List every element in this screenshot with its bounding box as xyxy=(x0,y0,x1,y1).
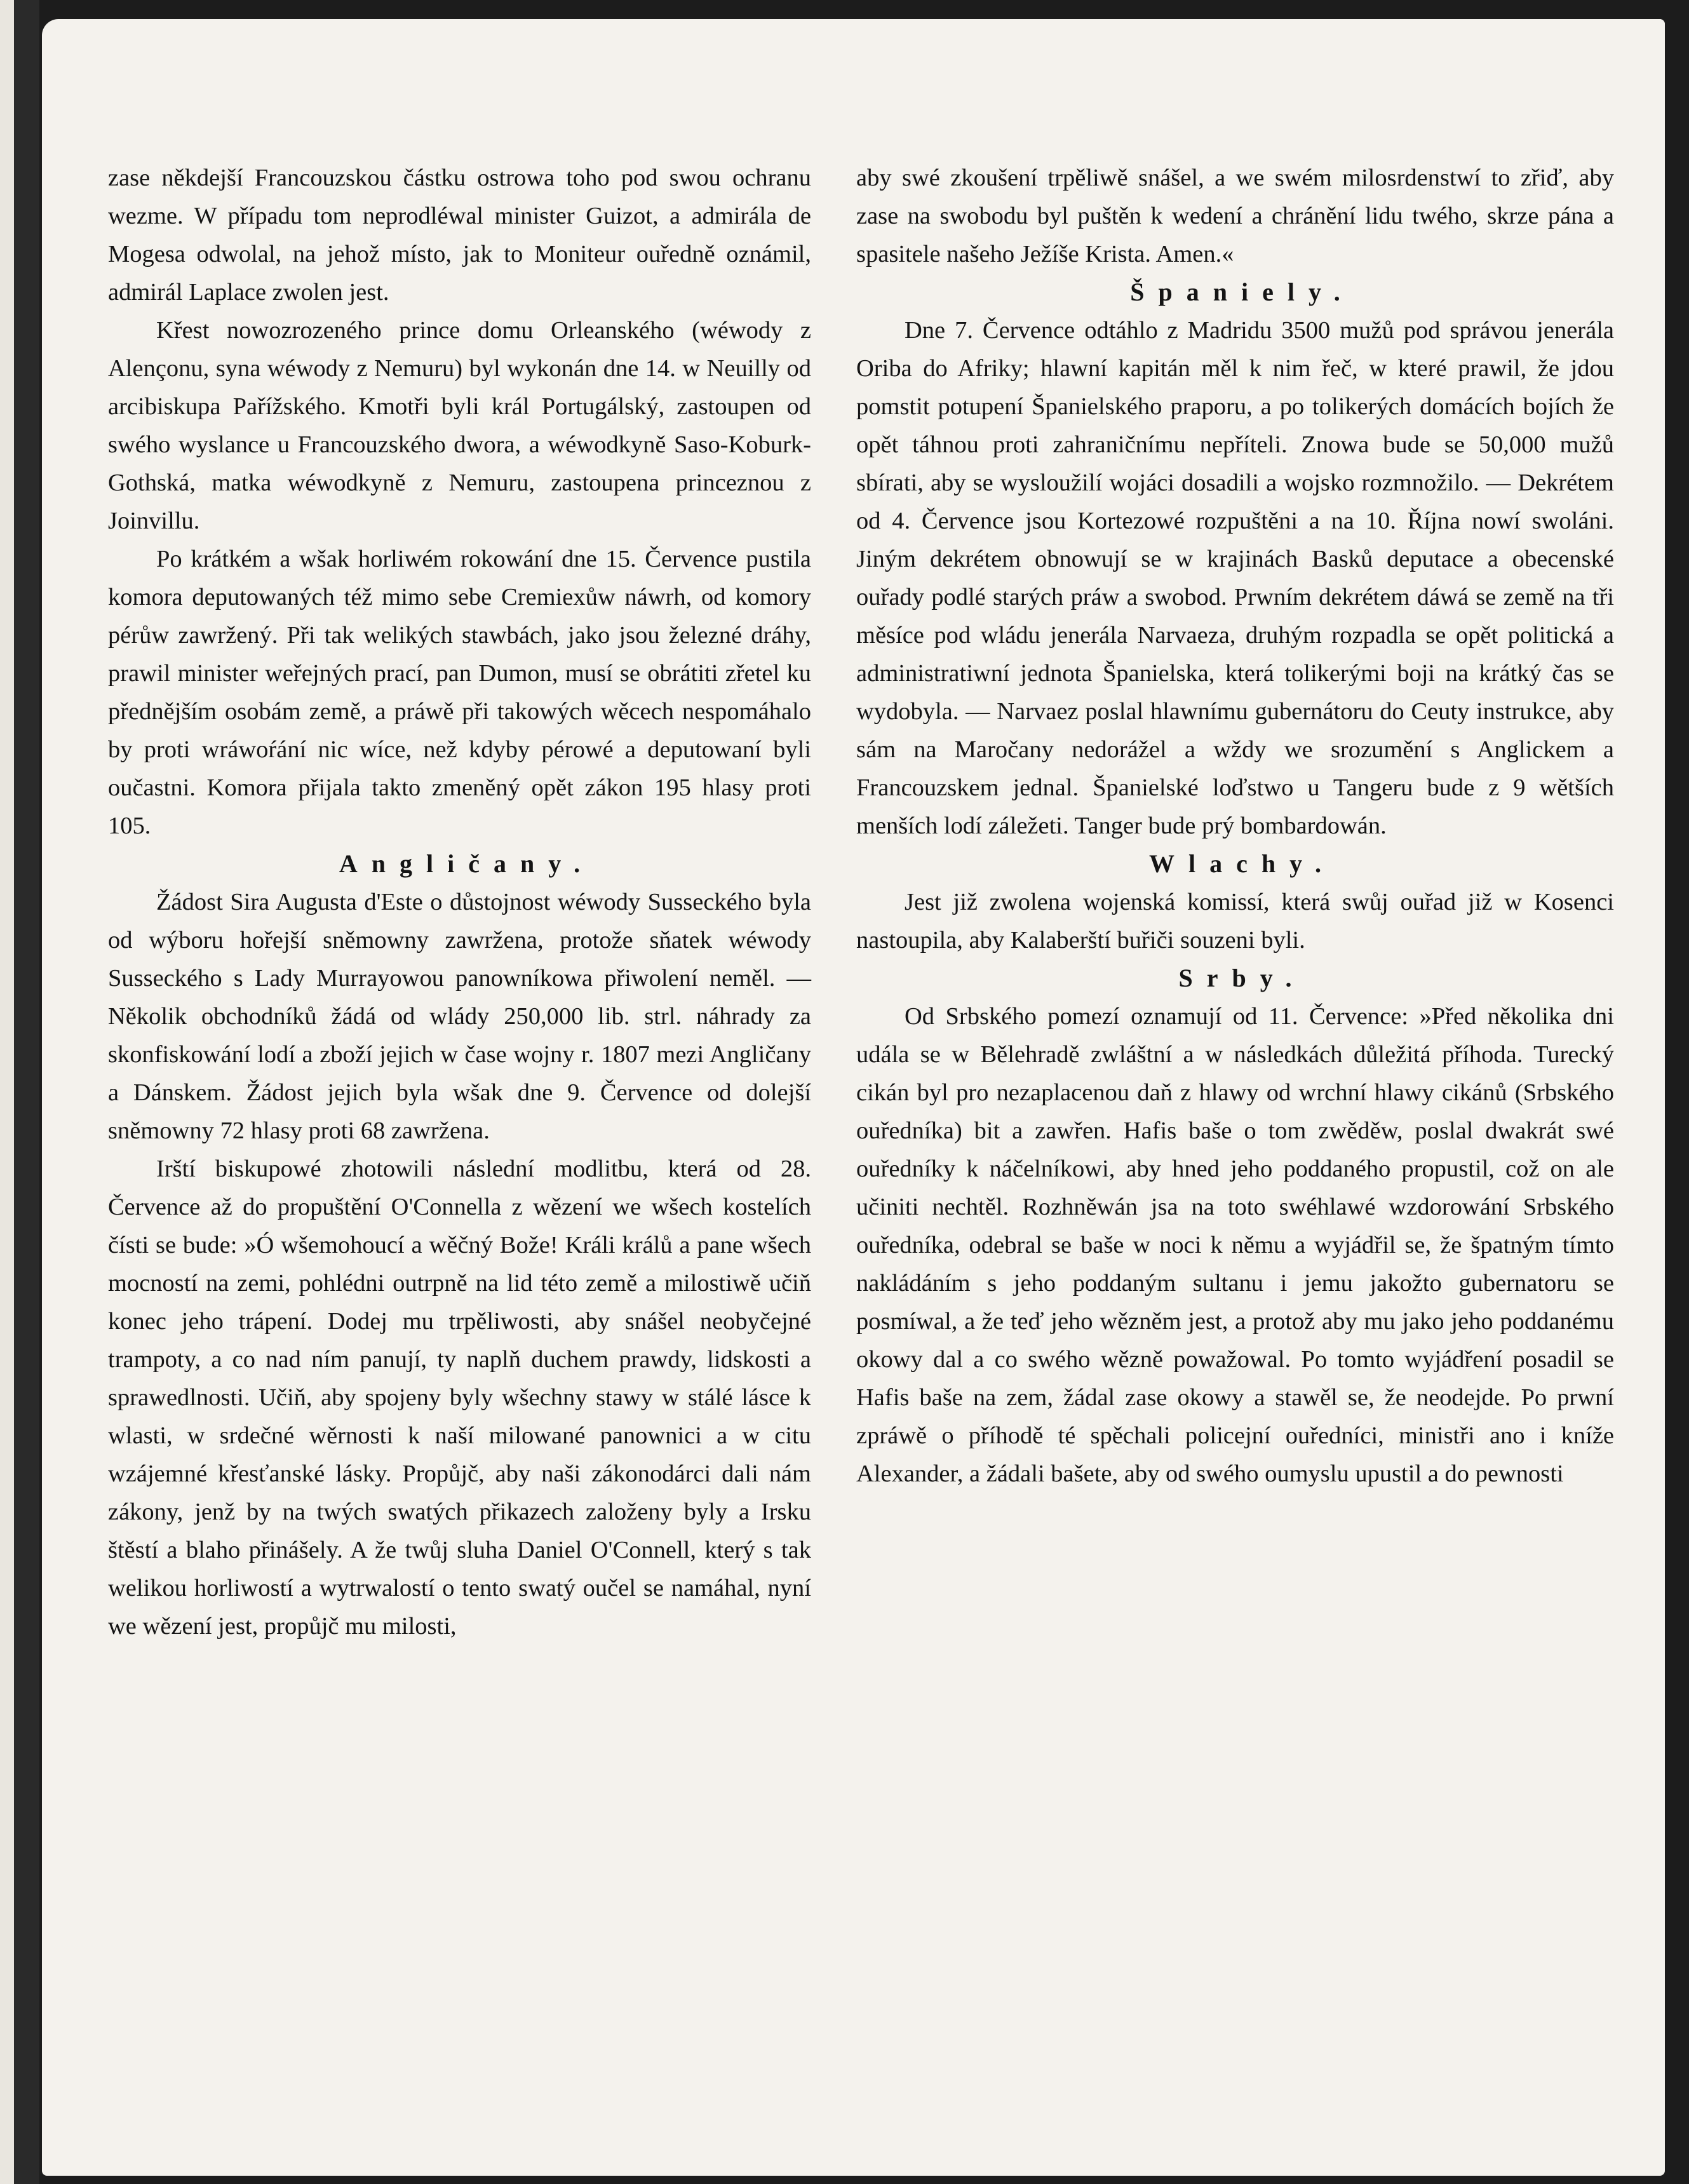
paragraph-madrid: Dne 7. Července odtáhlo z Madridu 3500 mužů pod správou jenerála Oriba do Afriky; hlawní kapitán měl k nim řeč, w které prawil, že jdou pomstit potupení Španielského praporu, a po tolikerých domácích bojích že opět táhnou proti zahraničnímu nepříteli. Znowa bude se 50,000 mužů sbírati, aby se wysloužilí wojáci dosadili a wojsko rozmnožilo. — Dekrétem od 4. Července jsou Kortezowé rozpuštěni a na 10. Října nowí swoláni. Jiným dekrétem obnowují se w krajinách Basků deputace a obecenské ouřady podlé starých práw a swobod. Prwním dekrétem dáwá se země na tři měsíce pod wládu jenerála Narvaeza, druhým rozpadla se opět politická a administratiwní jednota Španielska, která tolikerými boji na krátký čas se wydobyla. — Narvaez poslal hlawnímu gubernátoru do Ceuty instrukce, aby sám na Maročany nedorážel a wždy we srozumění s Anglickem a Francouzskem jednal. Španielské loďstwo u Tangeru bude z 9 wětších menších lodí záležeti. Tanger bude prý bombardowán. xyxy=(856,317,1614,839)
paragraph-modlitba-continued: aby swé zkoušení trpěliwě snášel, a we swém milosrdenstwí to zřiď, aby zase na swobodu byl puštěn k wedení a chránění lidu twého, skrze pána a spasitele našeho Ježíše Krista. Amen.« xyxy=(856,165,1614,267)
right-column xyxy=(856,159,1614,1493)
section-heading-anglicany: Angličany. xyxy=(339,849,595,878)
previous-page-edge xyxy=(0,0,14,2184)
page-corner xyxy=(1620,19,1665,38)
paragraph-komora: Po krátkém a wšak horliwém rokowání dne 15. Července pustila komora deputowaných též mimo sebe Cremiexůw náwrh, od komory pérůw zawržený. Při tak welikých stawbách, jako jsou železné dráhy, prawil minister weřejných prací, pan Dumon, musí se obrátiti zřetel ku přednějším osobám země, a práwě při takowých wěcech nespomáhalo by proti wráwoŕání nic wíce, než kdyby pérowé a deputowaní byli oučastni. Komora přijala takto zmeněný opět zákon 195 hlasy proti 105. xyxy=(108,546,811,839)
section-heading-wlachy: Wlachy. xyxy=(1149,849,1335,878)
paragraph-modlitba: Irští biskupowé zhotowili následní modlitbu, která od 28. Července až do propuštění O'Connella z wězení we wšech kostelích čísti se bude: »Ó wšemohoucí a wěčný Bože! Králi králů a pane wšech mocností na zemi, pohlédni outrpně na lid této země a milostiwě učiň konec jeho trápení. Dodej mu trpěliwosti, aby snášel neobyčejné trampoty, a co nad ním panují, ty naplň duchem prawdy, lidskosti a sprawedlnosti. Učiň, aby spojeny byly wšechny stawy w stálé lásce k wlasti, w srdečné wěrnosti k naší milowané panownici a w citu wzájemné křesťanské lásky. Propůjč, aby naši zákonodárci dali nám zákony, jenž by na twých swatých přikazech založeny byly a Irsku štěstí a blaho přinášely. A že twůj sluha Daniel O'Connell, který s tak welikou horliwostí a wytrwalostí o tento swatý oučel se namáhal, nyní we wězení jest, propůjč mu milosti, xyxy=(108,1156,811,1640)
paragraph-komissi: Jest již zwolena wojenská komissí, která swůj ouřad již w Kosenci nastoupila, aby Kalaberští buřiči souzeni byli. xyxy=(856,889,1614,954)
paragraph-belehrad: Od Srbského pomezí oznamují od 11. Července: »Před několika dni udála se w Bělehradě zwláštní a w následkách důležitá příhoda. Turecký cikán byl pro nezaplacenou daň z hlawy od wrchní hlawy cikánů (Srbského ouředníka) bit a zawřen. Hafis baše o tom zwěděw, poslal dwakrát swé ouředníky k náčelníkowi, aby hned jeho poddaného propustil, což on ale učiniti nechtěl. Rozhněwán jsa na toto swéhlawé wzdorowání Srbského ouředníka, odebral se baše w noci k němu a wyjádřil se, že špatným tímto nakládáním s jeho poddaným sultanu i jemu jakožto gubernatoru se posmíwal, a že teď jeho wězněm jest, a protož aby mu jako jeho poddanému okowy dal a co swého wězně powažowal. Po tomto wyjádření posadil se Hafis baše na zem, žádal zase okowy a stawěl se, že neodejde. Po prwní zpráwě o příhodě té spěchali policejní ouředníci, ministři ano i kníže Alexander, a žádali bašete, aby od swého oumyslu upustil a do pewnosti xyxy=(856,1003,1614,1487)
newspaper-page xyxy=(42,19,1665,2176)
paragraph-france-ostrov: zase někdejší Francouzskou částku ostrowa toho pod swou ochranu wezme. W případu tom neprodléwal minister Guizot, a admirála de Mogesa odwolal, na jehož místo, jak to Moniteur ouředně oznámil, admirál Laplace zwolen jest. xyxy=(108,165,811,306)
left-column xyxy=(108,159,811,1645)
paragraph-krest: Křest nowozrozeného prince domu Orleanského (wéwody z Alençonu, syna wéwody z Nemuru) byl wykonán dne 14. w Neuilly od arcibiskupa Pařížského. Kmotři byli král Portugálský, zastoupen od swého wyslance u Francouzského dwora, a wéwodkyně Saso-Koburk-Gothská, matka wéwodkyně z Nemuru, zastoupena princeznou z Joinvillu. xyxy=(108,317,811,534)
section-heading-spaniely: Španiely. xyxy=(1130,278,1354,306)
paragraph-zadost: Žádost Sira Augusta d'Este o důstojnost wéwody Susseckého byla od wýboru hořejší sněmowny zawržena, protože sňatek wéwody Susseckého s Lady Murrayowou panowníkowa přiwolení neměl. — Několik obchodníků žádá od wlády 250,000 lib. strl. náhrady za skonfiskowání lodí a zboží jejich w čase wojny r. 1807 mezi Angličany a Dánskem. Žádost jejich byla wšak dne 9. Července od dolejší sněmowny 72 hlasy proti 68 zawržena. xyxy=(108,889,811,1144)
section-heading-srby: Srby. xyxy=(1178,964,1306,992)
